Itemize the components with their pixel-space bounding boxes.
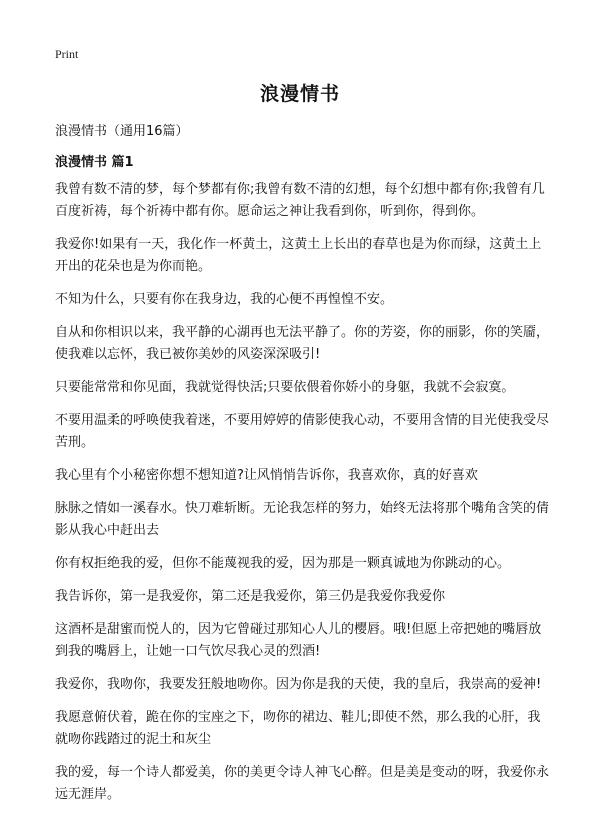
paragraph-3: 不知为什么，只要有你在我身边，我的心便不再惶惶不安。 xyxy=(55,292,394,307)
paragraph-2: 我爱你!如果有一天，我化作一杯黄土，这黄土上长出的春草也是为你而绿，这黄土上开出的花朵也是为你而艳。 xyxy=(55,237,542,274)
paragraph-12: 我爱你，我吻你，我要发狂般地吻你。因为你是我的天使，我的皇后，我崇高的爱神! xyxy=(55,677,542,692)
document-subtitle: 浪漫情书（通用16篇） xyxy=(55,124,189,139)
paragraph-6: 不要用温柔的呼唤使我着迷，不要用婷婷的倩影使我心动，不要用含情的目光使我受尽苦刑。 xyxy=(55,413,550,450)
document-title: 浪漫情书 xyxy=(259,83,340,105)
section-heading: 浪漫情书 篇1 xyxy=(55,155,134,170)
paragraph-10: 我告诉你，第一是我爱你，第二还是我爱你，第三仍是我爱你我爱你 xyxy=(55,589,446,604)
print-label: Print xyxy=(55,47,79,61)
paragraph-7: 我心里有个小秘密你想不想知道?让风悄悄告诉你，我喜欢你，真的好喜欢 xyxy=(55,468,478,483)
paragraph-9: 你有权拒绝我的爱，但你不能蔑视我的爱，因为那是一颗真诚地为你跳动的心。 xyxy=(55,556,511,571)
paragraph-4: 自从和你相识以来，我平静的心湖再也无法平静了。你的芳姿，你的丽影，你的笑靥，使我难以忘怀，我已被你美妙的风姿深深吸引! xyxy=(55,325,550,362)
letter-body xyxy=(55,179,550,817)
paragraph-8: 脉脉之情如一溪春水。快刀难斩断。无论我怎样的努力，始终无法将那个嘴角含笑的倩影从我心中赶出去 xyxy=(55,501,550,538)
paragraph-5: 只要能常常和你见面，我就觉得快活;只要依偎着你娇小的身躯，我就不会寂寞。 xyxy=(55,380,515,395)
paragraph-13: 我愿意俯伏着，跪在你的宝座之下，吻你的裙边、鞋儿;即使不然，那么我的心肝，我就吻你践踏过的泥土和灰尘 xyxy=(55,710,541,747)
paragraph-1: 我曾有数不清的梦，每个梦都有你;我曾有数不清的幻想，每个幻想中都有你;我曾有几百度祈祷，每个祈祷中都有你。愿命运之神让我看到你，听到你，得到你。 xyxy=(55,182,545,219)
paragraph-14: 我的爱，每一个诗人都爱美，你的美更令诗人神飞心醉。但是美是变动的呀，我爱你永远无涯岸。 xyxy=(55,765,550,802)
paragraph-11: 这酒杯是甜蜜而悦人的，因为它曾碰过那知心人儿的樱唇。哦!但愿上帝把她的嘴唇放到我的嘴唇上，让她一口气饮尽我心灵的烈酒! xyxy=(55,622,542,659)
